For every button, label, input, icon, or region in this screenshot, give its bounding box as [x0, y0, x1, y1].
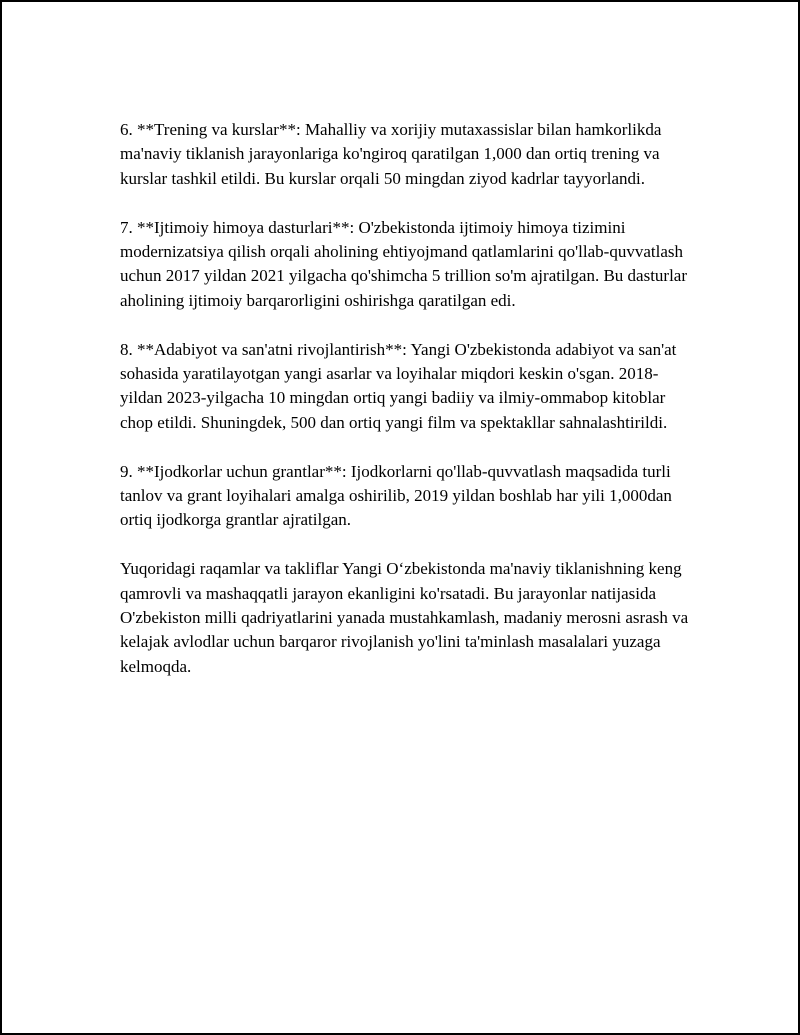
document-body: [120, 118, 700, 704]
paragraph-literature-arts: 8. **Adabiyot va san'atni rivojlantirish**: Yangi O'zbekistonda adabiyot va san'at sohasida yaratilayotgan yangi asarlar va loyihalar miqdori keskin o'sgan. 2018-yildan 2023-yilgacha 10 mingdan ortiq yangi badiiy va ilmiy-ommabop kitoblar chop etildi. Shuningdek, 500 dan ortiq yangi film va spektakllar sahnalashtirildi.: [120, 339, 677, 432]
paragraph-conclusion: Yuqoridagi raqamlar va takliflar Yangi O‘zbekistonda ma'naviy tiklanishning keng qamrovli va mashaqqatli jarayon ekanligini ko'rsatadi. Bu jarayonlar natijasida O'zbekiston milli qadriyatlarini yanada mustahkamlash, madaniy merosni asrash va kelajak avlodlar uchun barqaror rivojlanish yo'lini ta'minlash masalalari yuzaga kelmoqda.: [120, 559, 689, 676]
paragraph-creative-grants: 9. **Ijodkorlar uchun grantlar**: Ijodkorlarni qo'llab-quvvatlash maqsadida turli tanlov va grant loyihalari amalga oshirilib, 2019 yildan boshlab har yili 1,000dan ortiq ijodkorga grantlar ajratilgan.: [120, 461, 672, 530]
paragraph-training-courses: 6. **Trening va kurslar**: Mahalliy va xorijiy mutaxassislar bilan hamkorlikda ma'naviy tiklanish jarayonlariga ko'ngiroq qaratilgan 1,000 dan ortiq trening va kurslar tashkil etildi. Bu kurslar orqali 50 mingdan ziyod kadrlar tayyorlandi.: [120, 120, 662, 188]
paragraph-social-protection: 7. **Ijtimoiy himoya dasturlari**: O'zbekistonda ijtimoiy himoya tizimini modernizatsiya qilish orqali aholining ehtiyojmand qatlamlarini qo'llab-quvvatlash uchun 2017 yildan 2021 yilgacha qo'shimcha 5 trillion so'm ajratilgan. Bu dasturlar aholining ijtimoiy barqarorligini oshirishga qaratilgan edi.: [120, 217, 688, 310]
